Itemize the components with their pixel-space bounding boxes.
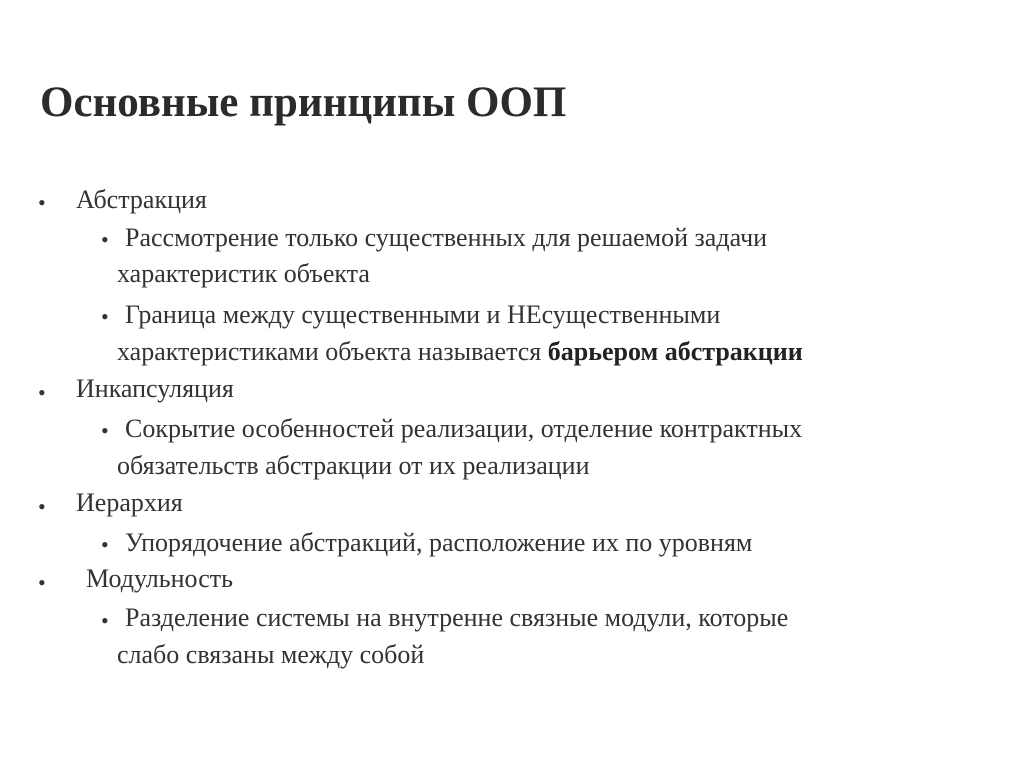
section-label-modularity: Модульность	[86, 564, 233, 593]
section-label-encapsulation: Инкапсуляция	[76, 374, 234, 403]
abstraction-item-2-line-2	[117, 337, 803, 367]
sub-bullet-marker: •	[101, 304, 109, 329]
abstraction-barrier-term: барьером абстракции	[547, 337, 803, 366]
abstraction-item-2-line-1: Граница между существенными и НЕсущественными	[125, 300, 721, 329]
abstraction-item-1-line-2: характеристик объекта	[117, 259, 370, 288]
sub-bullet-marker: •	[101, 532, 109, 557]
hierarchy-item-1-line-1: Упорядочение абстракций, расположение их по уровням	[125, 528, 753, 557]
sub-bullet-marker: •	[101, 227, 109, 252]
abstraction-item-2-line-2-text: характеристиками объекта называется	[117, 337, 548, 366]
modularity-item-1-line-2: слабо связаны между собой	[117, 640, 425, 669]
bullet-marker: •	[38, 570, 46, 595]
sub-bullet-marker: •	[101, 418, 109, 443]
encapsulation-item-1-line-2: обязательств абстракции от их реализации	[117, 451, 590, 480]
section-label-hierarchy: Иерархия	[76, 488, 183, 517]
bullet-marker: •	[38, 494, 46, 519]
bullet-marker: •	[38, 380, 46, 405]
sub-bullet-marker: •	[101, 608, 109, 633]
bullet-marker: •	[38, 190, 46, 215]
section-label-abstraction: Абстракция	[76, 185, 207, 214]
encapsulation-item-1-line-1: Сокрытие особенностей реализации, отделение контрактных	[125, 414, 803, 443]
modularity-item-1-line-1: Разделение системы на внутренне связные модули, которые	[125, 603, 789, 632]
slide-title: Основные принципы ООП	[40, 79, 567, 126]
abstraction-item-1-line-1: Рассмотрение только существенных для решаемой задачи	[125, 223, 768, 252]
